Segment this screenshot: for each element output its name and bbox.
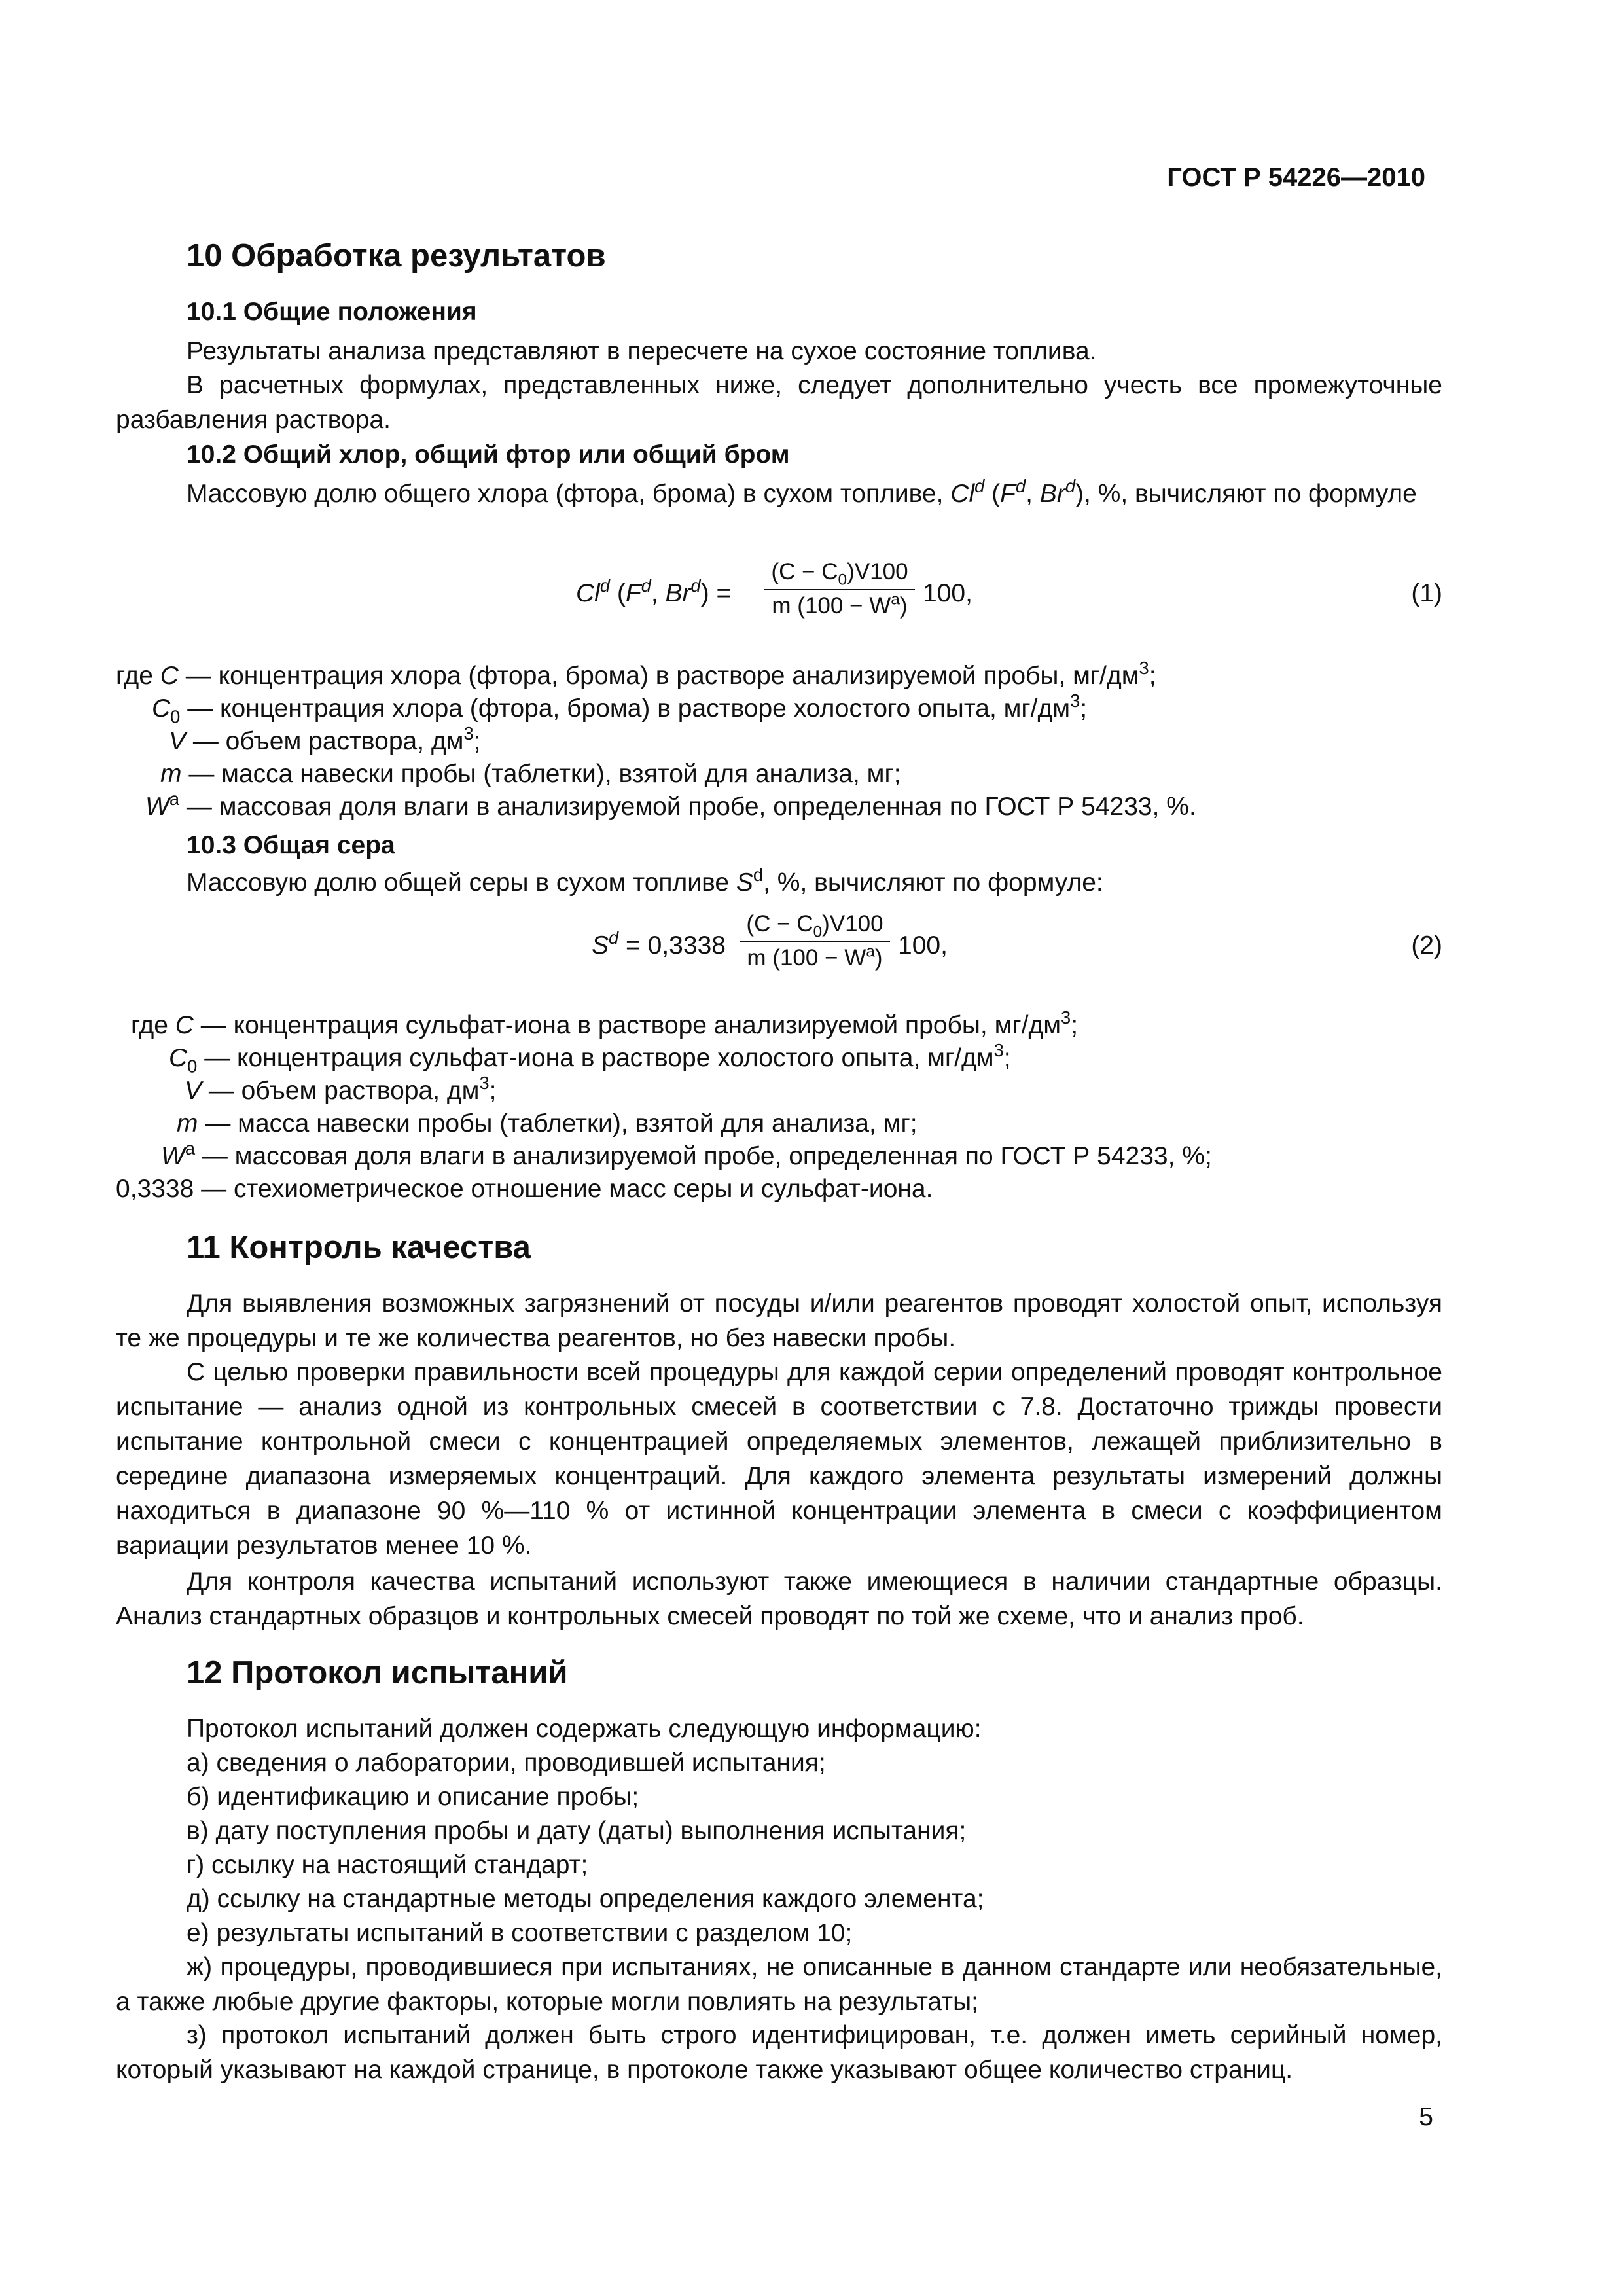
definition-line: $W^a$ — массовая доля влаги в анализируемой пробе, определенная по ГОСТ Р 54233, %. [145, 789, 1196, 821]
page-number: 5 [1419, 2103, 1433, 2131]
definition-line: $W^a$ — массовая доля влаги в анализируемой пробе, определенная по ГОСТ Р 54233, %; [161, 1138, 1212, 1170]
list-item: г) ссылку на настоящий стандарт; [187, 1851, 588, 1879]
formula-1-tail: 100, [923, 579, 972, 607]
list-item: е) результаты испытаний в соответствии с разделом 10; [187, 1919, 853, 1947]
definition-line: V — объем раствора, $дм^3$; [185, 1073, 497, 1105]
section-11-heading: 11 Контроль качества [187, 1230, 531, 1265]
section-10-2-heading: 10.2 Общий хлор, общий фтор или общий бром [187, 440, 790, 469]
paragraph: Для контроля качества испытаний используют также имеющиеся в наличии стандартные образцы. Анализ стандартных образцов и контрольных смесей проводят по той же схеме, что и анализ проб. [116, 1568, 1442, 1630]
list-item: а) сведения о лаборатории, проводившей испытания; [187, 1749, 826, 1777]
list-item: з) протокол испытаний должен быть строго идентифицирован, т.е. должен иметь серийный номер, который указывают на каждой странице, в протоколе также указывают общее количество страниц. [116, 2021, 1442, 2084]
definition-line: m — масса навески пробы (таблетки), взятой для анализа, мг; [160, 760, 901, 788]
definition-line: где C — концентрация хлора (фтора, брома) в растворе анализируемой пробы, $мг/дм^3$; [116, 658, 1156, 690]
section-10-1-heading: 10.1 Общие положения [187, 298, 477, 326]
paragraph: Протокол испытаний должен содержать следующую информацию: [187, 1715, 982, 1743]
definition-line: $C_0$ — концентрация хлора (фтора, брома) в растворе холостого опыта, $мг/дм^3$; [152, 691, 1088, 727]
formula-1-lhs: Cl$^d$ ($F^d$, $Br^d$) = [576, 575, 732, 607]
standard-designation: ГОСТ Р 54226—2010 [1167, 163, 1425, 192]
list-item: б) идентификацию и описание пробы; [187, 1783, 639, 1811]
section-12-heading: 12 Протокол испытаний [187, 1655, 568, 1691]
paragraph: Массовую долю общей серы в сухом топливе $S^d$, %, вычисляют по формуле: [187, 865, 1103, 897]
list-item: в) дату поступления пробы и дату (даты) выполнения испытания; [187, 1817, 967, 1845]
formula-1-number: (1) [1411, 579, 1442, 607]
formula-2-number: (2) [1411, 931, 1442, 960]
paragraph: Массовую долю общего хлора (фтора, брома) в сухом топливе, Cl$^d$ ($F^d$, Br$^d$), %, вычисляют по формуле [187, 476, 1417, 508]
paragraph: Результаты анализа представляют в пересчете на сухое состояние топлива. [187, 337, 1097, 365]
definition-line: $C_0$ — концентрация сульфат-иона в растворе холостого опыта, $мг/дм^3$; [169, 1040, 1011, 1077]
formula-2-tail: 100, [898, 931, 948, 960]
formula-1-fraction: $\frac{(C - C_0)V100}{m (100 - W^a)}$ [764, 558, 915, 620]
definition-line: V — объем раствора, $дм^3$; [169, 723, 481, 755]
list-item: ж) процедуры, проводившиеся при испытаниях, не описанные в данном стандарте или необязательные, а также любые другие факторы, которые могли повлиять на результаты; [116, 1953, 1442, 2016]
section-10-3-heading: 10.3 Общая сера [187, 831, 395, 859]
formula-2-lhs: $S^d = 0,3338$ [592, 927, 726, 960]
formula-2-fraction: $\frac{(C - C_0)V100}{m (100 - W^a)}$ [740, 910, 890, 973]
definition-line: где C — концентрация сульфат-иона в растворе анализируемой пробы, $мг/дм^3$; [131, 1007, 1079, 1039]
section-10-heading: 10 Обработка результатов [187, 238, 606, 274]
definition-line: 0,3338 — стехиометрическое отношение масс серы и сульфат-иона. [116, 1175, 933, 1203]
paragraph: В расчетных формулах, представленных ниже, следует дополнительно учесть все промежуточные разбавления раствора. [116, 371, 1442, 434]
definition-line: m — масса навески пробы (таблетки), взятой для анализа, мг; [177, 1109, 918, 1138]
paragraph: Для выявления возможных загрязнений от посуды и/или реагентов проводят холостой опыт, используя те же процедуры и те же количества реагентов, но без навески пробы. [116, 1289, 1442, 1352]
paragraph: С целью проверки правильности всей процедуры для каждой серии определений проводят контрольное испытание — анализ одной из контрольных смесей в соответствии с 7.8. Достаточно трижды провести испытание контрольной смеси с концентрацией определяемых элементов, лежащей приблизительно в середине диапазона измеряемых концентраций. Для каждого элемента результаты измерений должны находиться в диапазоне 90 %—110 % от истинной концентрации элемента в смеси с коэффициентом вариации результатов менее 10 %. [116, 1358, 1442, 1560]
list-item: д) ссылку на стандартные методы определения каждого элемента; [187, 1885, 984, 1913]
